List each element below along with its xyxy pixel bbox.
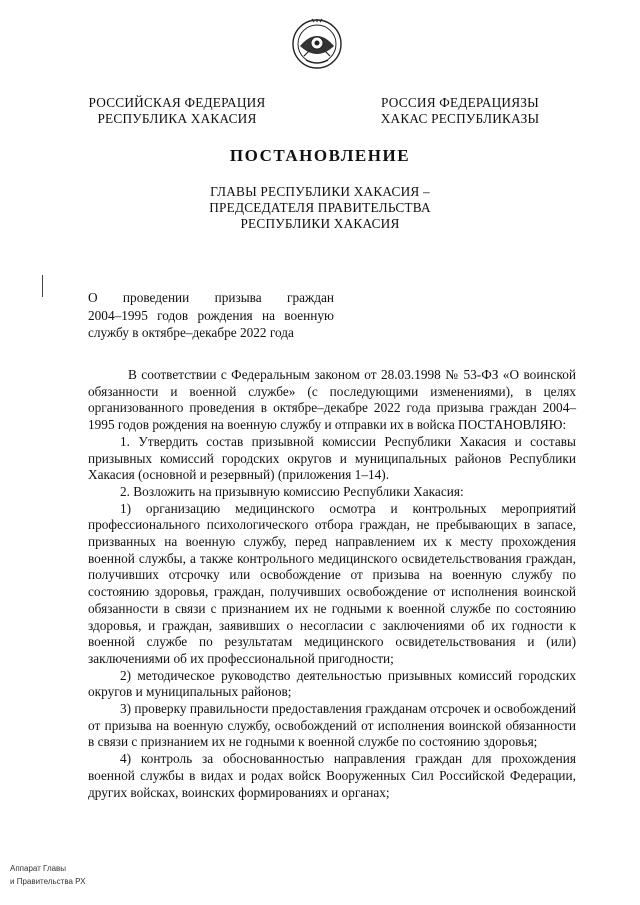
paragraph-subitem-3: 3) проверку правильности предоставления гражданам отсрочек и освобождений от призыва на военную службу, освобождений от исполнения воинской обязанности в связи с признанием их не годными к военной службе по состоянию здоровья; <box>88 701 576 750</box>
document-title: ПОСТАНОВЛЕНИЕ <box>229 146 411 165</box>
subject-line-3: службу в октябре–декабре 2022 года <box>88 325 294 340</box>
subtitle-line-3: РЕСПУБЛИКИ ХАКАСИЯ <box>240 216 400 231</box>
header-right-line-1: РОССИЯ ФЕДЕРАЦИЯЗЫ <box>381 95 539 110</box>
header-left <box>88 95 266 127</box>
header-right <box>376 95 544 127</box>
margin-mark <box>42 275 43 297</box>
paragraph-subitem-1: 1) организацию медицинского осмотра и контрольных мероприятий профессионального психологического отбора граждан, не пребывающих в запасе, призванных на военную службу, перед направлением их к месту прохождения военной службы, а также контрольного медицинского освидетельствования граждан, получивших отсрочку или освобождение от призыва на военную службу по состоянию здоровья, граждан, получивших освобождение от исполнения воинской обязанности в связи с признанием их не годными к военной службе по состоянию здоровья, и граждан, заявивших о несогласии с заключениями об их годности к военной службе по результатам медицинского освидетельствования и (или) заключениями об их профессиональной пригодности; <box>88 500 576 666</box>
paragraph-item-2: 2. Возложить на призывную комиссию Республики Хакасия: <box>120 483 464 499</box>
subject-line-2: 2004–1995 годов рождения на военную <box>88 307 334 323</box>
paragraph-subitem-2: 2) методическое руководство деятельностью призывных комиссий городских округов и муниципальных районов; <box>88 667 576 700</box>
header-left-line-1: РОССИЙСКАЯ ФЕДЕРАЦИЯ <box>88 95 266 110</box>
subtitle-line-1: ГЛАВЫ РЕСПУБЛИКИ ХАКАСИЯ – <box>210 184 430 199</box>
subject-line-1: О проведении призыва граждан <box>88 290 334 305</box>
header-left-line-2: РЕСПУБЛИКА ХАКАСИЯ <box>97 111 257 126</box>
subtitle-line-2: ПРЕДСЕДАТЕЛЯ ПРАВИТЕЛЬСТВА <box>209 200 431 215</box>
header-right-line-2: ХАКАС РЕСПУБЛИКАЗЫ <box>380 111 540 126</box>
document-subject <box>88 289 334 342</box>
coat-of-arms-emblem <box>290 16 344 70</box>
document-body <box>88 367 576 801</box>
footer-line-2: и Правительства РХ <box>10 877 86 886</box>
paragraph-subitem-4: 4) контроль за обоснованностью направления граждан для прохождения военной службы в видах и родах войск Вооруженных Сил Российской Федерации, других войсках, воинских формированиях и органах; <box>88 751 576 800</box>
paragraph-preamble: В соответствии с Федеральным законом от 28.03.1998 № 53-ФЗ «О воинской обязанности и военной службе» (с последующими изменениями), в целях организованного проведения в октябре–декабре 2022 года призыва граждан 2004–1995 годов рождения на военную службу и отправки их в войска ПОСТАНОВЛЯЮ: <box>88 367 576 433</box>
document-subtitle <box>0 184 640 232</box>
footer-line-1: Аппарат Главы <box>10 864 67 873</box>
footer-stamp <box>10 862 85 888</box>
paragraph-item-1: 1. Утвердить состав призывной комиссии Республики Хакасия и составы призывных комиссий городских округов и муниципальных районов Республики Хакасия (основной и резервный) (приложения 1–14). <box>88 433 576 483</box>
